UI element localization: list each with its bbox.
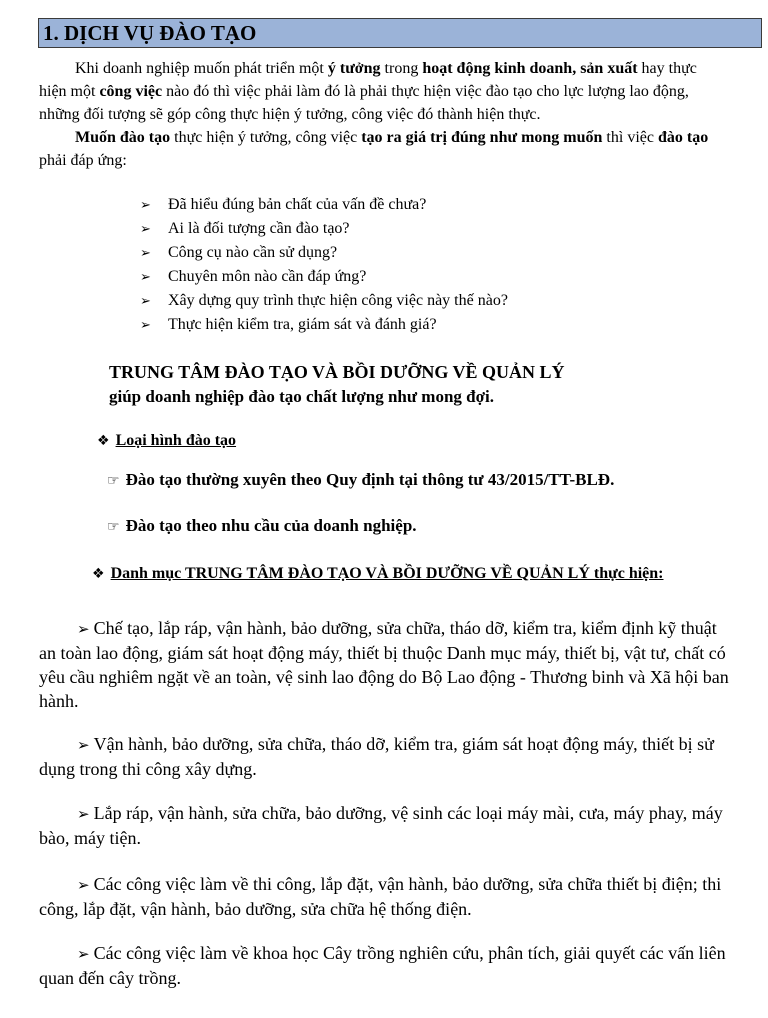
intro-paragraph-1 [39, 57, 719, 126]
arrow-bullet-icon: ➢ [140, 270, 151, 285]
list-item: ➢ Ai là đối tượng cần đào tạo? [140, 217, 508, 241]
catalog-item: ➢ Các công việc làm về thi công, lắp đặt, vận hành, bảo dưỡng, sửa chữa thiết bị điện; thi công, lắp đặt, vận hành, bảo dưỡng, sửa chữa hệ thống điện. [39, 874, 722, 919]
catalog-item: ➢ Lắp ráp, vận hành, sửa chữa, bảo dưỡng, vệ sinh các loại máy mài, cưa, máy phay, máy bào, máy tiện. [39, 803, 723, 848]
catalog-heading: ❖ Danh mục TRUNG TÂM ĐÀO TẠO VÀ BỒI DƯỠNG VỀ QUẢN LÝ thực hiện: [92, 565, 664, 582]
intro-paragraph-2-text [39, 129, 708, 169]
arrow-bullet-icon: ➢ [140, 318, 151, 333]
text-run: nào đó thì việc phải làm đó là phải thực hiện việc đào tạo cho lực lượng lao động, những đối tượng sẽ góp công thực hiện ý tưởng, công việc đó thành hiện thực. [39, 83, 689, 123]
arrow-bullet-icon: ➢ [77, 876, 90, 894]
arrow-bullet-icon: ➢ [77, 945, 90, 963]
list-item: ➢ Công cụ nào cần sử dụng? [140, 241, 508, 265]
text-run: hoạt động kinh doanh, sản xuất [422, 60, 638, 77]
text-run: công việc [99, 83, 163, 100]
pointing-hand-icon: ☞ [107, 519, 120, 535]
text-run: hay thực hiện một [39, 60, 697, 100]
catalog-item: ➢ Chế tạo, lắp ráp, vận hành, bảo dưỡng, sửa chữa, tháo dỡ, kiểm tra, kiểm định kỹ thuật an toàn lao động, giám sát hoạt động máy, thiết bị thuộc Danh mục máy, thiết bị, vật tư, chất có yêu cầu nghiêm ngặt về an toàn, vệ sinh lao động do Bộ Lao động - Thương binh và Xã hội ban hành. [39, 618, 729, 711]
pointing-hand-icon: ☞ [107, 473, 120, 489]
section-heading-text: 1. DỊCH VỤ ĐÀO TẠO [43, 21, 257, 45]
arrow-bullet-icon: ➢ [77, 620, 90, 638]
intro-paragraph-1-text [39, 60, 697, 123]
catalog-item: ➢ Các công việc làm về khoa học Cây trồng nghiên cứu, phân tích, giải quyết các vấn liên quan đến cây trồng. [39, 943, 726, 988]
text-run: Khi doanh nghiệp muốn phát triển một [75, 60, 328, 77]
training-type-item: ☞ Đào tạo theo nhu cầu của doanh nghiệp. [107, 516, 417, 535]
center-subtitle: giúp doanh nghiệp đào tạo chất lượng như mong đợi. [109, 387, 495, 406]
text-run: thực hiện ý tưởng, công việc [170, 129, 362, 146]
list-item: ➢ Xây dựng quy trình thực hiện công việc này thế nào? [140, 289, 508, 313]
intro-paragraph-2 [39, 126, 719, 172]
arrow-bullet-icon: ➢ [140, 246, 151, 261]
text-run: ý tưởng [327, 60, 381, 77]
list-item: ➢ Chuyên môn nào cần đáp ứng? [140, 265, 508, 289]
arrow-bullet-icon: ➢ [77, 805, 90, 823]
text-run: trong [380, 60, 423, 77]
text-run: phải đáp ứng: [39, 152, 127, 169]
text-run: Muốn đào tạo [75, 129, 171, 146]
list-item: ➢ Đã hiểu đúng bản chất của vấn đề chưa? [140, 193, 508, 217]
diamond-bullet-icon: ❖ [97, 433, 110, 449]
catalog-item: ➢ Vận hành, bảo dưỡng, sửa chữa, tháo dỡ, kiểm tra, giám sát hoạt động máy, thiết bị sử dụng trong thi công xây dựng. [39, 734, 714, 779]
arrow-bullet-icon: ➢ [140, 294, 151, 309]
text-run: tạo ra giá trị đúng như mong muốn [361, 129, 603, 146]
training-type-item: ☞ Đào tạo thường xuyên theo Quy định tại thông tư 43/2015/TT-BLĐ. [107, 470, 615, 489]
center-title: TRUNG TÂM ĐÀO TẠO VÀ BỒI DƯỠNG VỀ QUẢN LÝ [109, 362, 565, 382]
arrow-bullet-icon: ➢ [77, 736, 90, 754]
arrow-bullet-icon: ➢ [140, 198, 151, 213]
text-run: thì việc [602, 129, 658, 146]
arrow-bullet-icon: ➢ [140, 222, 151, 237]
diamond-bullet-icon: ❖ [92, 566, 105, 582]
list-item: ➢ Thực hiện kiểm tra, giám sát và đánh giá? [140, 313, 508, 337]
training-types-heading: ❖ Loại hình đào tạo [97, 432, 237, 449]
question-list [140, 193, 508, 337]
text-run: đào tạo [657, 129, 709, 146]
section-heading [38, 18, 762, 48]
